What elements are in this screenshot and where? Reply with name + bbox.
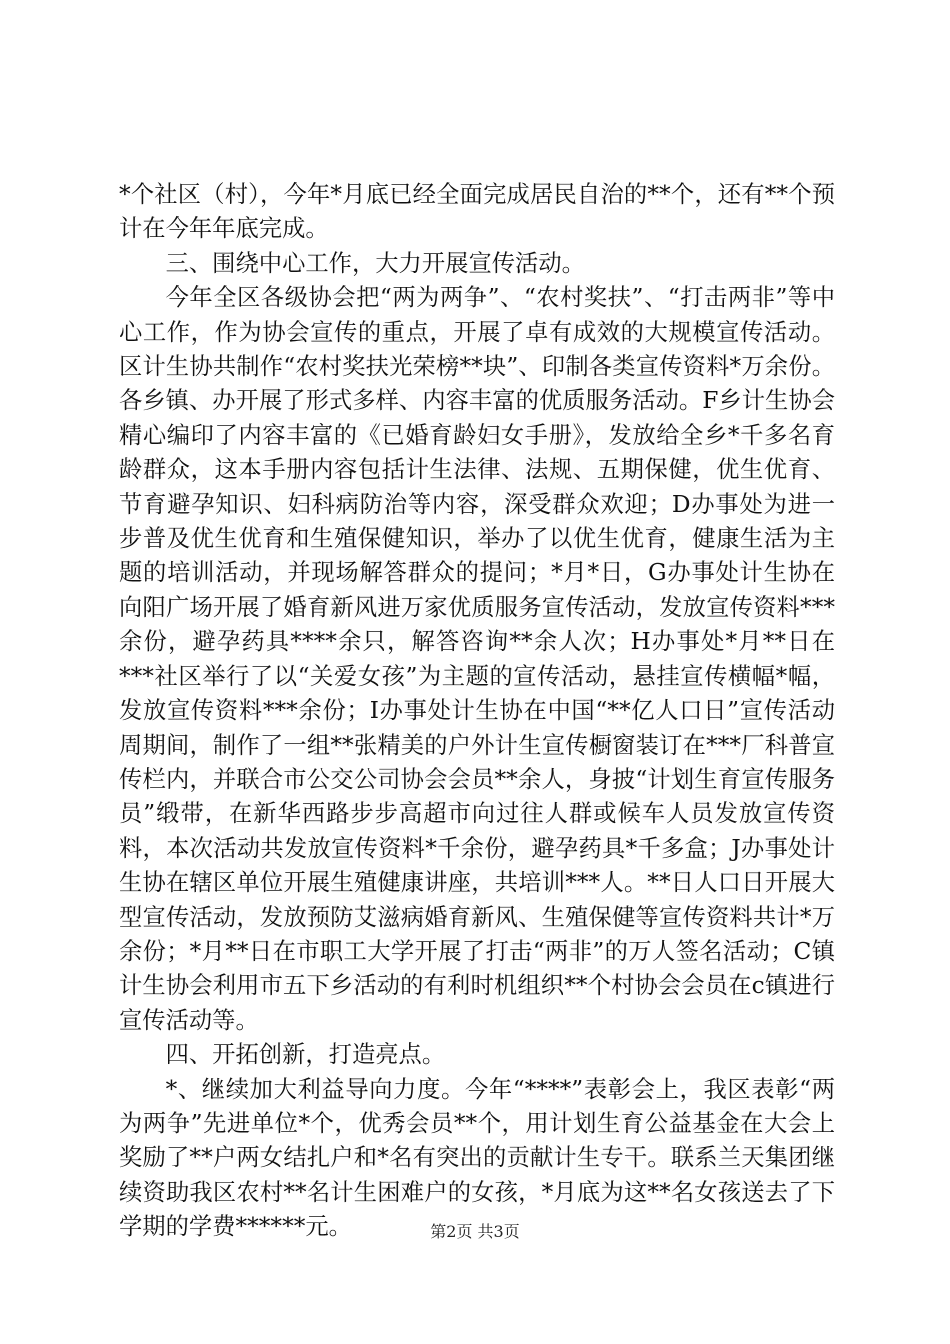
paragraph-publicity-activities: 今年全区各级协会把“两为两争”、“农村奖扶”、“打击两非”等中心工作，作为协会宣传的重点，开展了卓有成效的大规模宣传活动。区计生协共制作“农村奖扶光荣榜**块”、印制各类宣传资料*万余份。各乡镇、办开展了形式多样、内容丰富的优质服务活动。F乡计生协会精心编印了内容丰富的《已婚育龄妇女手册》，发放给全乡*千多名育龄群众，这本手册内容包括计生法律、法规、五期保健，优生优育、节育避孕知识、妇科病防治等内容，深受群众欢迎；D办事处为进一步普及优生优育和生殖保健知识，举办了以优生优育，健康生活为主题的培训活动，并现场解答群众的提问；*月*日，G办事处计生协在向阳广场开展了婚育新风进万家优质服务宣传活动，发放宣传资料***余份，避孕药具****余只，解答咨询**余人次；H办事处*月**日在***社区举行了以“关爱女孩”为主题的宣传活动，悬挂宣传横幅*幅，发放宣传资料***余份；I办事处计生协在中国“**亿人口日”宣传活动周期间，制作了一组**张精美的户外计生宣传橱窗装订在***厂科普宣传栏内，并联合市公交公司协会会员**余人，身披“计划生育宣传服务员”缎带，在新华西路步步高超市向过往人群或候车人员发放宣传资料，本次活动共发放宣传资料*千余份，避孕药具*千多盒；J办事处计生协在辖区单位开展生殖健康讲座，共培训***人。**日人口日开展大型宣传活动，发放预防艾滋病婚育新风、生殖保健等宣传资料共计*万余份；*月**日在市职工大学开展了打击“两非”的万人签名活动；C镇计生协会利用市五下乡活动的有利时机组织**个村协会会员在c镇进行宣传活动等。 — [119, 284, 835, 1034]
paragraph-incentives: *、继续加大利益导向力度。今年“****”表彰会上，我区表彰“两为两争”先进单位*个，优秀会员**个，用计划生育公益基金在大会上奖励了**户两女结扎户和*名有突出的贡献计生专干。联系兰天集团继续资助我区农村**名计生困难户的女孩，*月底为这**名女孩送去了下学期的学费******元。 — [119, 1075, 835, 1241]
document-body — [119, 178, 835, 1245]
section-heading-3: 三、围绕中心工作，大力开展宣传活动。 — [165, 249, 585, 277]
paragraph-continuation: *个社区（村），今年*月底已经全面完成居民自治的**个，还有**个预计在今年年底完成。 — [119, 181, 835, 243]
page-footer: 第2页 共3页 — [430, 1222, 520, 1241]
section-heading-4: 四、开拓创新，打造亮点。 — [165, 1041, 446, 1069]
